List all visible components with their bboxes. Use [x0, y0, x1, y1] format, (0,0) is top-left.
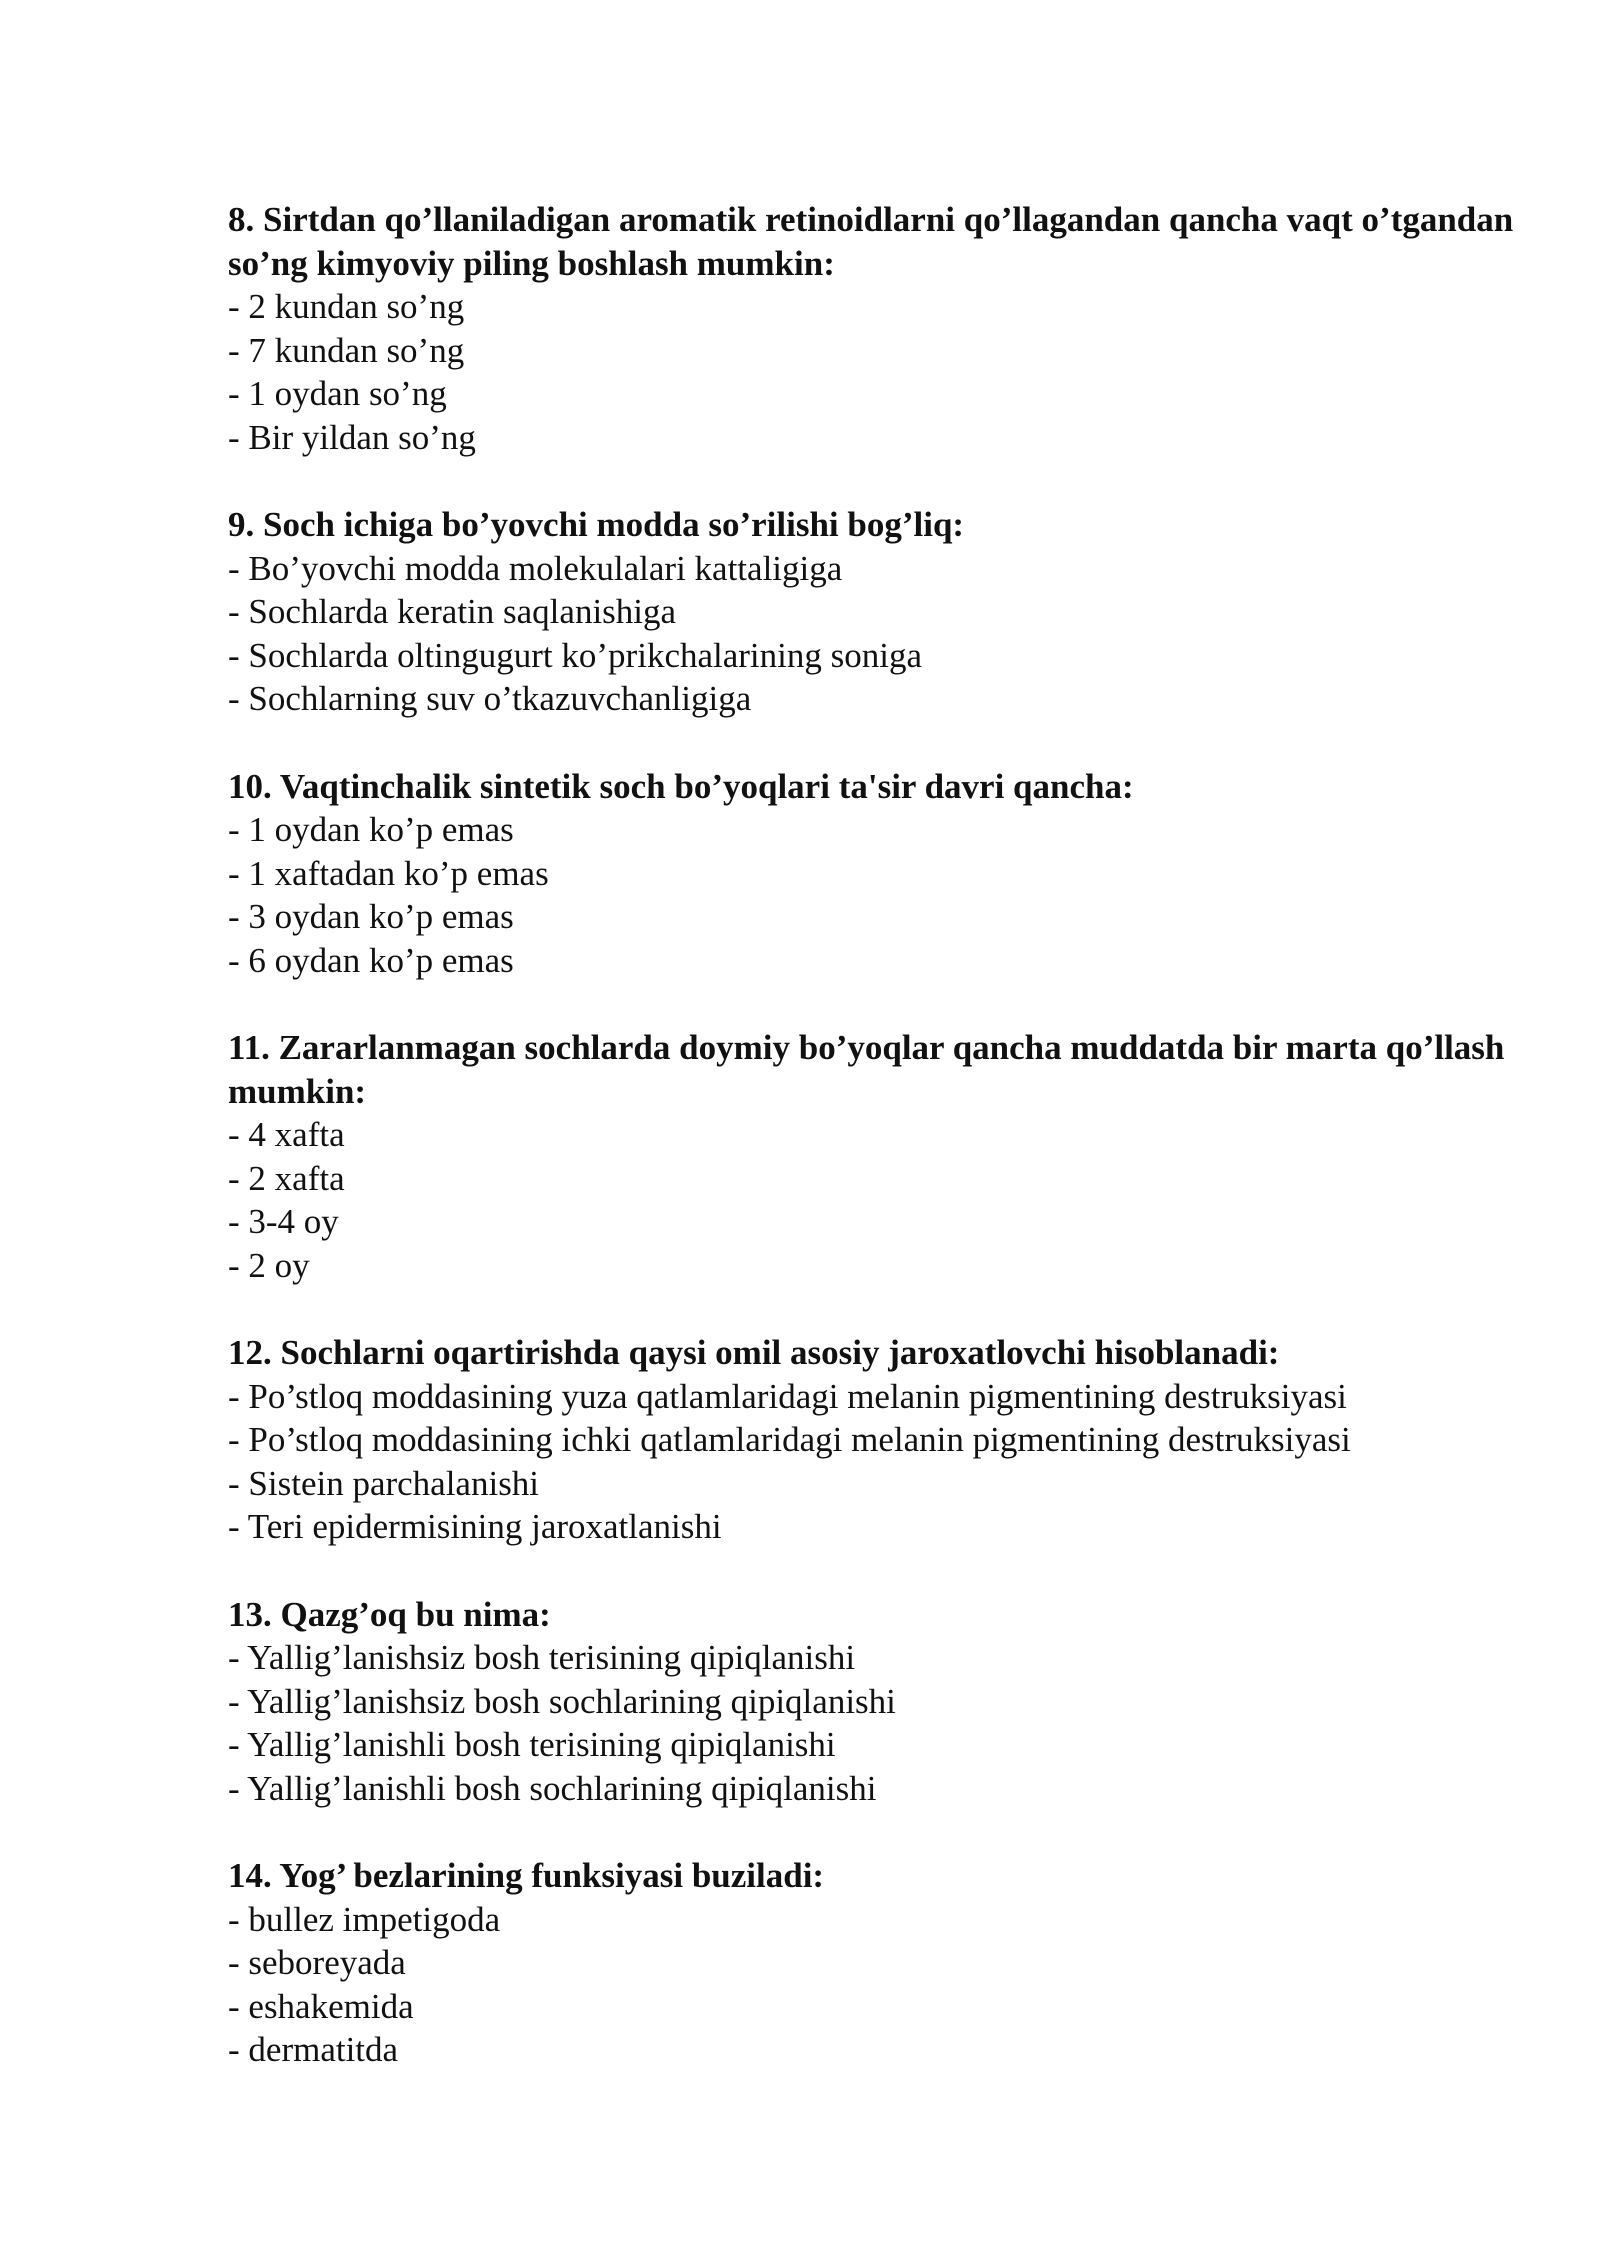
answer-option: - Po’stloq moddasining yuza qatlamlaridagi melanin pigmentining destruksiyasi — [228, 1376, 1347, 1416]
answer-option: - Bir yildan so’ng — [228, 417, 476, 457]
answer-option: - Yallig’lanishsiz bosh sochlarining qipiqlanishi — [228, 1681, 896, 1721]
answer-option: - eshakemida — [228, 1986, 414, 2026]
answer-option: - dermatitda — [228, 2030, 399, 2069]
answer-option: - 2 kundan so’ng — [228, 287, 465, 326]
answer-option: - Teri epidermisining jaroxatlanishi — [228, 1507, 722, 1546]
answer-option: - Yallig’lanishli bosh sochlarining qipiqlanishi — [228, 1768, 877, 1808]
answer-option: - Yallig’lanishli bosh terisining qipiqlanishi — [228, 1725, 836, 1764]
answer-option: - 2 xafta — [228, 1158, 345, 1198]
answer-option: - 4 xafta — [228, 1115, 345, 1154]
question-title: 11. Zararlanmagan sochlarda doymiy bo’yoqlar qancha muddatda bir marta qo’llash mumkin: — [228, 1028, 1505, 1111]
question-8 — [228, 198, 1528, 459]
question-12 — [228, 1331, 1528, 1549]
question-10 — [228, 765, 1528, 983]
answer-option: - 1 oydan ko’p emas — [228, 810, 514, 849]
question-title: 10. Vaqtinchalik sintetik soch bo’yoqlari ta'sir davri qancha: — [228, 766, 1134, 806]
answer-option: - Po’stloq moddasining ichki qatlamlaridagi melanin pigmentining destruksiyasi — [228, 1420, 1351, 1459]
question-9 — [228, 503, 1528, 721]
question-11 — [228, 1026, 1528, 1287]
question-title: 13. Qazg’oq bu nima: — [228, 1594, 551, 1634]
answer-option: - Yallig’lanishsiz bosh terisining qipiqlanishi — [228, 1638, 856, 1677]
answer-option: - seboreyada — [228, 1943, 406, 1982]
answer-option: - 7 kundan so’ng — [228, 330, 465, 370]
answer-option: - Sochlarda oltingugurt ko’prikchalarining soniga — [228, 635, 923, 675]
answer-option: - 1 oydan so’ng — [228, 374, 447, 413]
question-title: 12. Sochlarni oqartirishda qaysi omil asosiy jaroxatlovchi hisoblanadi: — [228, 1333, 1280, 1372]
answer-option: - 3-4 oy — [228, 1202, 339, 1241]
answer-option: - Sochlarning suv o’tkazuvchanligiga — [228, 679, 752, 718]
answer-option: - bullez impetigoda — [228, 1899, 501, 1939]
document-page — [228, 198, 1528, 2116]
question-13 — [228, 1593, 1528, 1811]
answer-option: - 3 oydan ko’p emas — [228, 897, 514, 936]
answer-option: - 2 oy — [228, 1245, 310, 1285]
question-title: 14. Yog’ bezlarining funksiyasi buziladi: — [228, 1856, 825, 1895]
answer-option: - 6 oydan ko’p emas — [228, 940, 514, 980]
question-title: 9. Soch ichiga bo’yovchi modda so’rilishi bog’liq: — [228, 505, 965, 544]
question-14 — [228, 1854, 1528, 2072]
answer-option: - Sochlarda keratin saqlanishiga — [228, 592, 677, 631]
answer-option: - Sistein parchalanishi — [228, 1463, 540, 1503]
answer-option: - Bo’yovchi modda molekulalari kattaligiga — [228, 548, 843, 588]
question-title: 8. Sirtdan qo’llaniladigan aromatik retinoidlarni qo’llagandan qancha vaqt o’tgandan so’ng kimyoviy piling boshlash mumkin: — [228, 200, 1514, 283]
answer-option: - 1 xaftadan ko’p emas — [228, 853, 549, 893]
